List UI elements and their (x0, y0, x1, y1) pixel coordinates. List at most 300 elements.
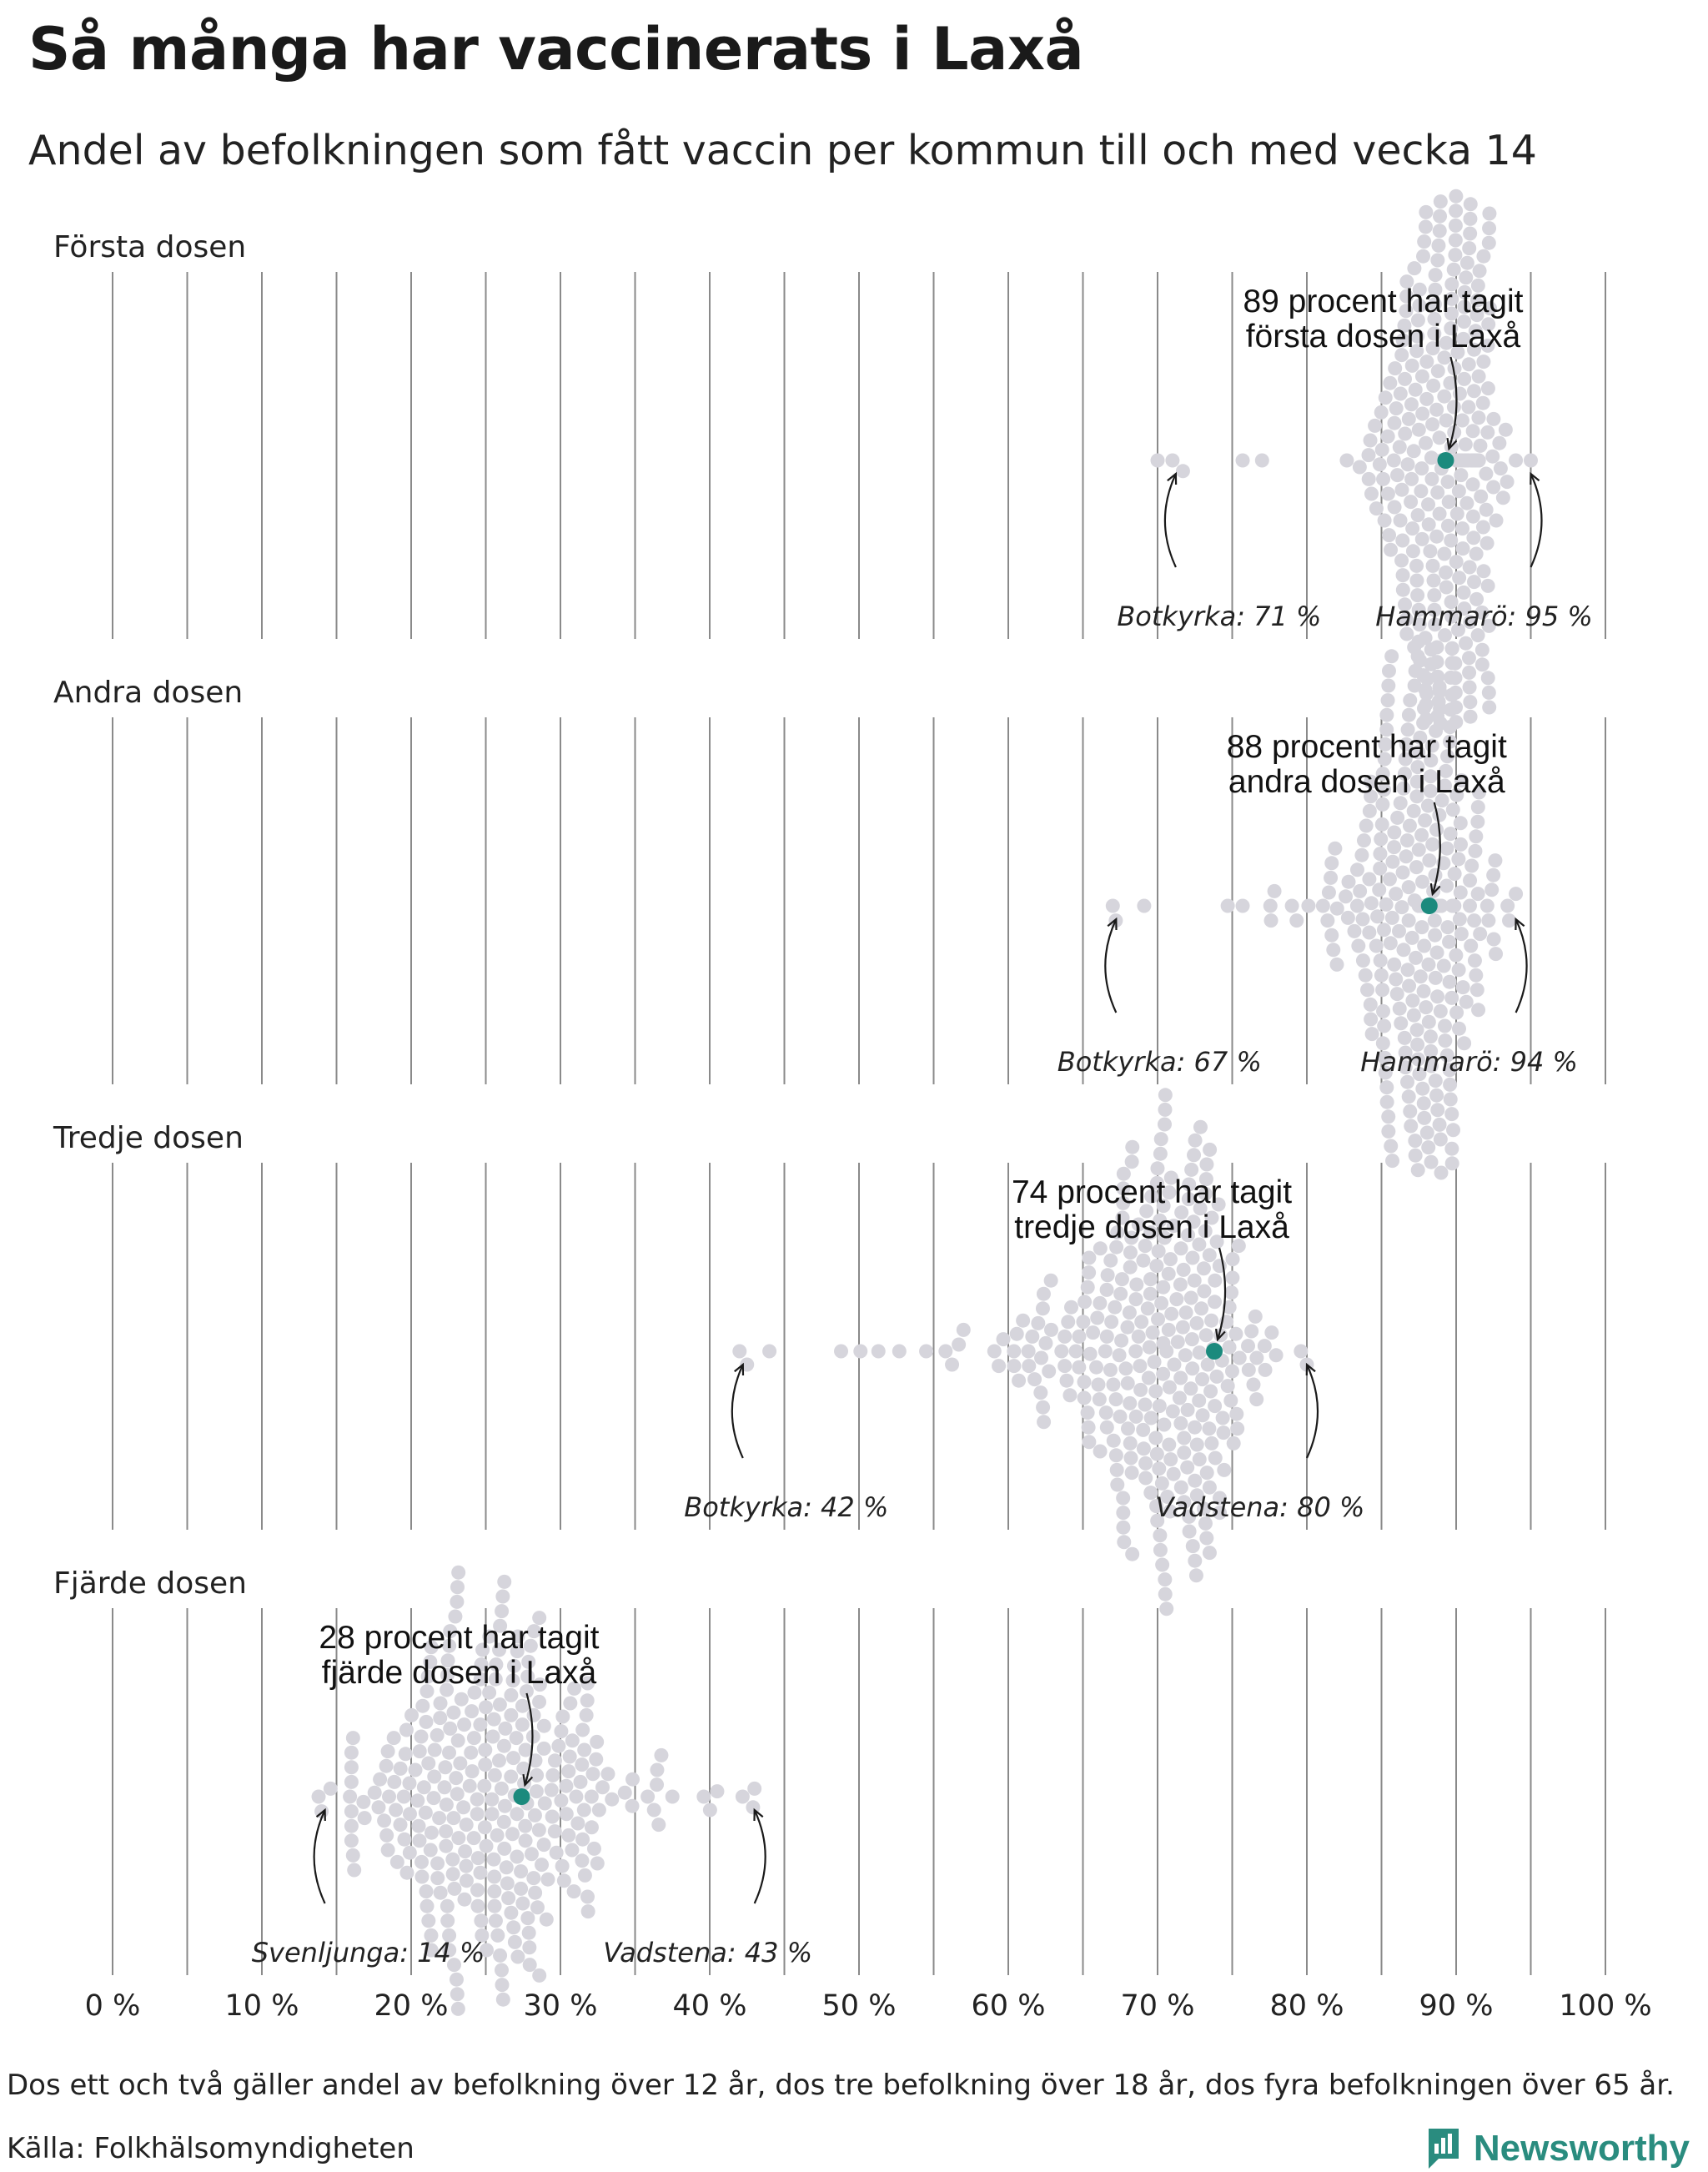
municipality-dot (1405, 931, 1419, 945)
municipality-dot (1429, 1089, 1444, 1103)
municipality-dot (515, 1717, 530, 1732)
municipality-dot (587, 1842, 601, 1856)
municipality-dot (1381, 679, 1395, 693)
municipality-dot (1157, 1418, 1171, 1432)
municipality-dot (446, 1867, 460, 1881)
municipality-dot (1471, 1003, 1485, 1017)
municipality-dot (1479, 467, 1493, 481)
dot-group (732, 1088, 1314, 1616)
municipality-dot (1426, 559, 1440, 573)
municipality-dot (344, 1804, 359, 1818)
municipality-dot (1221, 899, 1235, 913)
municipality-dot (1383, 872, 1397, 887)
municipality-dot (1424, 657, 1438, 671)
municipality-dot (1433, 680, 1447, 694)
municipality-dot (1407, 444, 1421, 458)
brand-name: Newsworthy (1473, 2128, 1690, 2169)
min-label: Botkyrka: 42 % (684, 1491, 889, 1523)
municipality-dot (1187, 1148, 1201, 1162)
municipality-dot (506, 1751, 520, 1765)
municipality-dot (1156, 1280, 1170, 1295)
municipality-dot (1362, 872, 1376, 887)
municipality-dot (1405, 521, 1419, 535)
municipality-dot (528, 1808, 542, 1823)
municipality-dot (1468, 844, 1482, 858)
municipality-dot (1154, 1296, 1168, 1310)
municipality-dot (1402, 913, 1416, 928)
municipality-dot (1061, 1315, 1075, 1329)
municipality-dot (1452, 1022, 1466, 1036)
municipality-dot (1392, 924, 1406, 938)
municipality-dot (1362, 472, 1376, 486)
municipality-dot (458, 1844, 472, 1858)
municipality-dot (1433, 1118, 1447, 1132)
municipality-dot (1162, 1267, 1176, 1281)
callout-label: 89 procent har tagit (1243, 284, 1524, 319)
x-tick-label: 0 % (84, 1989, 141, 2023)
municipality-dot (1133, 1359, 1147, 1373)
municipality-dot (1414, 828, 1429, 842)
municipality-dot (451, 2002, 465, 2016)
municipality-dot (1449, 948, 1463, 963)
municipality-dot (1248, 1310, 1263, 1324)
municipality-dot (1439, 581, 1454, 595)
municipality-dot (1396, 583, 1410, 597)
municipality-dot (1123, 1260, 1138, 1275)
municipality-dot (561, 1764, 575, 1778)
municipality-dot (550, 1846, 564, 1860)
max-label: Hammarö: 94 % (1360, 1046, 1578, 1078)
municipality-dot (478, 1743, 492, 1757)
municipality-dot (1036, 1400, 1050, 1415)
municipality-dot (1037, 1287, 1051, 1301)
municipality-dot (1456, 541, 1470, 556)
municipality-dot (1444, 1107, 1459, 1121)
municipality-dot (1454, 927, 1469, 941)
municipality-dot (497, 1575, 511, 1589)
municipality-dot (1376, 1004, 1390, 1018)
municipality-dot (1164, 1307, 1178, 1321)
municipality-dot (1165, 454, 1179, 468)
municipality-dot (1482, 221, 1496, 235)
municipality-dot (1402, 880, 1416, 894)
municipality-dot (1409, 383, 1423, 397)
municipality-dot (1373, 457, 1387, 471)
municipality-dot (1375, 983, 1389, 997)
municipality-dot (1359, 819, 1374, 833)
municipality-dot (1203, 1248, 1217, 1262)
municipality-dot (465, 1764, 480, 1778)
municipality-dot (1434, 194, 1448, 209)
municipality-dot (1415, 370, 1429, 384)
municipality-dot (1204, 1314, 1218, 1328)
municipality-dot (1082, 1265, 1096, 1280)
chart-subtitle: Andel av befolkningen som fått vaccin per kommun till och med vecka 14 (28, 127, 1537, 174)
municipality-dot (1421, 799, 1435, 813)
municipality-dot (1208, 1451, 1223, 1466)
municipality-dot (1433, 209, 1447, 224)
municipality-dot (1113, 1348, 1127, 1362)
municipality-dot (1451, 852, 1465, 867)
municipality-dot (439, 1839, 453, 1853)
annotation-arrow (1516, 919, 1527, 1013)
municipality-dot (1181, 1403, 1195, 1417)
municipality-dot (1424, 1029, 1438, 1043)
municipality-dot (1077, 1375, 1091, 1389)
municipality-dot (1356, 913, 1370, 927)
municipality-dot (470, 1899, 485, 1913)
municipality-dot (428, 1743, 442, 1757)
panel (53, 1088, 1364, 1616)
municipality-dot (563, 1750, 577, 1764)
municipality-dot (1437, 959, 1451, 973)
municipality-dot (1148, 1431, 1163, 1445)
municipality-dot (600, 1767, 615, 1781)
municipality-dot (1374, 832, 1388, 847)
municipality-dot (1489, 947, 1503, 961)
municipality-dot (1472, 370, 1486, 384)
municipality-dot (1475, 657, 1489, 671)
callout-label: fjärde dosen i Laxå (321, 1655, 597, 1691)
municipality-dot (548, 1824, 562, 1838)
panel-title: Andra dosen (53, 676, 244, 710)
municipality-dot (1469, 829, 1483, 843)
municipality-dot (409, 1763, 423, 1777)
municipality-dot (1197, 1285, 1211, 1299)
callout-label: första dosen i Laxå (1245, 319, 1521, 354)
municipality-dot (1439, 414, 1454, 428)
municipality-dot (1149, 1259, 1163, 1273)
municipality-dot (1481, 913, 1495, 928)
municipality-dot (1499, 423, 1513, 437)
municipality-dot (1339, 889, 1353, 903)
municipality-dot (404, 1708, 419, 1722)
municipality-dot (497, 1842, 511, 1856)
municipality-dot (1414, 969, 1428, 983)
municipality-dot (430, 1728, 445, 1742)
municipality-dot (1166, 1405, 1180, 1419)
municipality-dot (1411, 508, 1425, 522)
municipality-dot (1381, 487, 1395, 501)
municipality-dot (1524, 454, 1538, 468)
municipality-dot (1177, 1263, 1191, 1277)
municipality-dot (1176, 1320, 1190, 1335)
municipality-dot (478, 1820, 492, 1834)
municipality-dot (1163, 1252, 1178, 1266)
municipality-dot (1480, 425, 1494, 440)
municipality-dot (1156, 1367, 1170, 1381)
callout-label: andra dosen i Laxå (1228, 764, 1505, 800)
municipality-dot (1454, 837, 1468, 852)
municipality-dot (1158, 1088, 1173, 1102)
municipality-dot (1402, 708, 1416, 722)
municipality-dot (1224, 1285, 1238, 1300)
municipality-dot (559, 1779, 573, 1793)
municipality-dot (498, 1799, 512, 1813)
municipality-dot (1475, 643, 1489, 657)
municipality-dot (1072, 1360, 1086, 1375)
municipality-dot (470, 1883, 485, 1898)
municipality-dot (1420, 672, 1434, 686)
municipality-dot (1354, 848, 1369, 862)
municipality-dot (1159, 1345, 1173, 1359)
municipality-dot (1091, 1378, 1105, 1392)
municipality-dot (532, 1823, 546, 1838)
municipality-dot (1406, 544, 1420, 558)
municipality-dot (1411, 635, 1425, 649)
municipality-dot (1444, 1142, 1459, 1156)
municipality-dot (1155, 1558, 1169, 1572)
municipality-dot (1390, 987, 1404, 1001)
callout-label: 28 procent har tagit (319, 1620, 600, 1656)
municipality-dot (1162, 1323, 1176, 1337)
municipality-dot (419, 1884, 433, 1898)
municipality-dot (1093, 1392, 1107, 1406)
municipality-dot (421, 1913, 435, 1928)
municipality-dot (1192, 1394, 1206, 1408)
municipality-dot (1494, 461, 1508, 475)
municipality-dot (1269, 1348, 1284, 1362)
municipality-dot (1402, 412, 1416, 426)
municipality-dot (453, 1757, 467, 1771)
municipality-dot (470, 1792, 485, 1807)
municipality-dot (1118, 1361, 1133, 1375)
municipality-dot (1225, 1365, 1239, 1379)
municipality-dot (1449, 219, 1463, 233)
municipality-dot (1316, 899, 1330, 913)
municipality-dot (585, 1790, 599, 1804)
municipality-dot (1393, 1002, 1407, 1016)
municipality-dot (1442, 495, 1456, 509)
municipality-dot (1176, 464, 1190, 478)
municipality-dot (1432, 808, 1446, 822)
municipality-dot (1183, 1525, 1197, 1539)
municipality-dot (377, 1813, 391, 1828)
municipality-dot (368, 1786, 382, 1800)
municipality-dot (473, 1717, 487, 1732)
municipality-dot (1401, 457, 1415, 471)
municipality-dot (560, 1807, 574, 1821)
municipality-dot (1203, 1385, 1218, 1399)
municipality-dot (650, 1777, 664, 1792)
municipality-dot (575, 1833, 590, 1847)
municipality-dot (1136, 1254, 1150, 1268)
municipality-dot (495, 1604, 509, 1618)
municipality-dot (1400, 963, 1414, 977)
municipality-dot (1481, 671, 1495, 685)
municipality-dot (1416, 716, 1430, 730)
municipality-dot (551, 1739, 565, 1753)
municipality-dot (1388, 500, 1402, 515)
municipality-dot (500, 1860, 514, 1874)
municipality-dot (575, 1757, 589, 1772)
source-note: Källa: Folkhälsomyndigheten (7, 2132, 414, 2165)
municipality-dot (1104, 1315, 1118, 1329)
municipality-dot (1424, 472, 1439, 486)
municipality-dot (1093, 1445, 1108, 1459)
municipality-dot (434, 1886, 448, 1900)
municipality-dot (1439, 879, 1454, 893)
municipality-dot (1373, 862, 1387, 876)
municipality-dot (1471, 887, 1485, 901)
municipality-dot (1445, 1156, 1459, 1170)
municipality-dot (1464, 197, 1478, 211)
municipality-dot (347, 1863, 361, 1878)
municipality-dot (1137, 1441, 1151, 1456)
municipality-dot (1468, 953, 1482, 968)
municipality-dot (1407, 804, 1421, 818)
municipality-dot (1171, 1335, 1185, 1349)
municipality-dot (1414, 484, 1428, 498)
municipality-dot (1425, 417, 1439, 431)
municipality-dot (1469, 547, 1484, 561)
municipality-dot (412, 1819, 426, 1833)
municipality-dot (1373, 847, 1387, 861)
municipality-dot (343, 1790, 357, 1804)
municipality-dot (1419, 392, 1434, 406)
municipality-dot (460, 1873, 474, 1888)
municipality-dot (463, 1779, 477, 1793)
municipality-dot (1379, 708, 1394, 722)
municipality-dot (522, 1940, 536, 1954)
municipality-dot (1010, 1327, 1024, 1341)
municipality-dot (1022, 1345, 1036, 1359)
municipality-dot (1226, 1252, 1240, 1266)
municipality-dot (1394, 483, 1409, 497)
municipality-dot (892, 1345, 907, 1359)
municipality-dot (489, 1913, 503, 1928)
municipality-dot (487, 1884, 501, 1898)
municipality-dot (1459, 270, 1473, 284)
municipality-dot (1417, 1111, 1431, 1125)
municipality-dot (399, 1723, 414, 1737)
municipality-dot (1394, 514, 1408, 528)
municipality-dot (1415, 1082, 1429, 1096)
municipality-dot (1362, 448, 1376, 462)
municipality-dot (450, 1987, 465, 2001)
municipality-dot (1417, 984, 1431, 998)
municipality-dot (1404, 472, 1419, 486)
municipality-dot (1204, 1436, 1218, 1451)
municipality-dot (381, 1843, 395, 1858)
municipality-dot (1464, 859, 1479, 873)
municipality-dot (490, 1828, 505, 1843)
municipality-dot (397, 1833, 411, 1847)
municipality-dot (1394, 900, 1409, 914)
municipality-dot (666, 1790, 680, 1804)
municipality-dot (1351, 939, 1365, 953)
municipality-dot (548, 1753, 562, 1767)
municipality-dot (1473, 927, 1487, 941)
municipality-dot (1400, 833, 1414, 847)
municipality-dot (520, 1911, 535, 1925)
municipality-dot (557, 1873, 571, 1888)
municipality-dot (450, 1973, 464, 1987)
municipality-dot (1482, 701, 1496, 715)
municipality-dot (1409, 664, 1423, 678)
municipality-dot (872, 1345, 886, 1359)
municipality-dot (470, 1807, 485, 1821)
municipality-dot (640, 1790, 655, 1804)
municipality-dot (474, 1913, 488, 1928)
municipality-dot (344, 1760, 359, 1774)
municipality-dot (1476, 249, 1490, 264)
municipality-dot (1432, 695, 1446, 709)
municipality-dot (1473, 439, 1487, 453)
municipality-dot (1141, 1301, 1155, 1315)
municipality-dot (1106, 1378, 1120, 1392)
municipality-dot (504, 1770, 518, 1784)
municipality-dot (412, 1833, 426, 1848)
brand (1425, 2125, 1690, 2172)
municipality-dot (1430, 709, 1444, 723)
municipality-dot (537, 1719, 551, 1733)
municipality-dot (1183, 1381, 1198, 1395)
municipality-dot (344, 1775, 359, 1789)
municipality-dot (1184, 1291, 1198, 1305)
municipality-dot (447, 1882, 461, 1896)
municipality-dot (440, 1913, 455, 1928)
municipality-dot (1115, 1272, 1129, 1286)
municipality-dot (1326, 943, 1340, 957)
municipality-dot (1455, 521, 1469, 535)
municipality-dot (1390, 811, 1404, 825)
municipality-dot (654, 1748, 668, 1762)
municipality-dot (1143, 1340, 1157, 1355)
municipality-dot (344, 1833, 359, 1848)
municipality-dot (496, 1993, 510, 2007)
municipality-dot (449, 1771, 463, 1785)
municipality-dot (1381, 430, 1395, 444)
municipality-dot (1404, 1119, 1418, 1134)
municipality-dot (1396, 568, 1410, 582)
municipality-dot (1330, 902, 1344, 916)
municipality-dot (1241, 1339, 1255, 1353)
municipality-dot (1123, 1436, 1138, 1451)
municipality-dot (535, 1858, 549, 1872)
municipality-dot (495, 1963, 509, 1978)
municipality-dot (1225, 1271, 1239, 1285)
municipality-dot (1369, 939, 1384, 953)
municipality-dot (1153, 1528, 1167, 1542)
municipality-dot (493, 1948, 507, 1963)
municipality-dot (1342, 875, 1356, 889)
municipality-dot (443, 1722, 457, 1736)
municipality-dot (1057, 1330, 1072, 1344)
municipality-dot (1082, 1420, 1096, 1435)
municipality-dot (1476, 396, 1490, 410)
municipality-dot (1138, 1398, 1152, 1412)
municipality-dot (1324, 871, 1338, 885)
municipality-dot (510, 1850, 524, 1864)
municipality-dot (1027, 1372, 1042, 1386)
municipality-dot (1410, 1023, 1424, 1037)
municipality-dot (590, 1735, 604, 1749)
municipality-dot (1415, 407, 1429, 421)
municipality-dot (1369, 501, 1384, 515)
municipality-dot (1429, 822, 1444, 837)
municipality-dot (938, 1345, 952, 1359)
municipality-dot (1042, 1365, 1056, 1379)
municipality-dot (1462, 357, 1476, 371)
municipality-dot (1421, 497, 1435, 511)
municipality-dot (1380, 1095, 1394, 1109)
municipality-dot (1167, 1467, 1181, 1481)
municipality-dot (1441, 475, 1455, 489)
municipality-dot (1387, 454, 1401, 468)
municipality-dot (510, 1807, 524, 1821)
municipality-dot (1444, 688, 1459, 702)
